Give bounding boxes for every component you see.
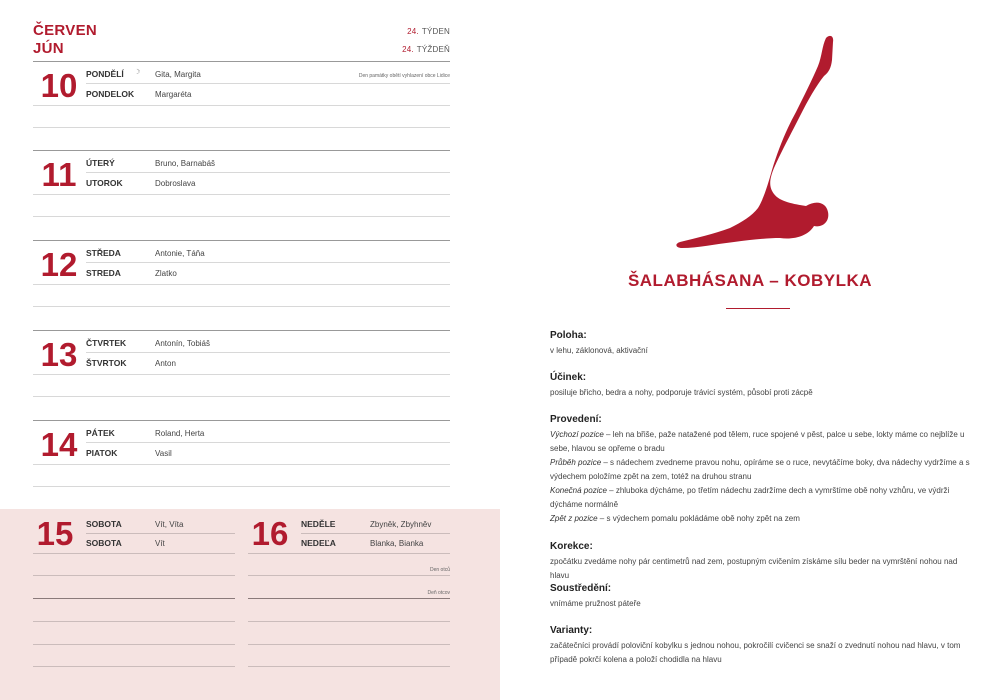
weekend-panel	[0, 509, 500, 700]
day-divider	[33, 330, 450, 331]
nameday-sk: Margaréta	[155, 90, 192, 99]
week-label: TÝDEN	[421, 27, 450, 36]
note-line[interactable]	[33, 194, 450, 195]
section-heading: Provedení:	[550, 414, 602, 425]
section-heading: Varianty:	[550, 625, 593, 636]
week-number-cz	[407, 27, 450, 36]
day-note: Deň otcov	[427, 590, 450, 596]
note-line[interactable]	[33, 306, 450, 307]
day-divider	[33, 61, 450, 62]
step-label: Zpět z pozice	[550, 514, 598, 523]
section-heading: Korekce:	[550, 541, 593, 552]
week-num: 24.	[402, 45, 414, 54]
section-heading: Soustředění:	[550, 583, 612, 594]
nameday-sk: Blanka, Bianka	[370, 539, 424, 548]
day-number: 16	[251, 515, 289, 552]
nameday-sk: Zlatko	[155, 269, 177, 278]
day-name-cz: NEDĚLE	[301, 519, 336, 529]
month-title-sk: JÚN	[33, 40, 64, 57]
note-line[interactable]	[33, 396, 450, 397]
note-line[interactable]	[33, 127, 450, 128]
step-label: Výchozí pozice	[550, 430, 604, 439]
step-text: – s výdechem pomalu pokládáme obě nohy zpět na zem	[597, 514, 800, 523]
day-note: Den otců	[429, 567, 450, 573]
section-soustredeni	[550, 583, 970, 611]
note-line[interactable]	[248, 621, 450, 622]
step-paragraph	[550, 512, 970, 526]
day-number: 15	[36, 515, 74, 552]
step-text: – s nádechem zvedneme pravou nohu, opíráme se o ruce, nevytáčíme boky, dva nádechy vydržíme a s výdechem položíme zpět na zem, totéž na druhou stranu	[550, 458, 970, 481]
day-name-cz: PONDĚLÍ	[86, 69, 124, 79]
moon-phase-icon: ☽	[134, 69, 141, 76]
day-number: 11	[41, 156, 77, 193]
nameday-cz: Antonín, Tobiáš	[155, 339, 211, 348]
nameday-sk: Vít	[155, 539, 165, 548]
note-line[interactable]	[248, 575, 450, 576]
step-label: Průběh pozice	[550, 458, 602, 467]
nameday-cz: Zbyněk, Zbyhněv	[370, 520, 432, 529]
note-line[interactable]	[33, 284, 450, 285]
note-line[interactable]	[33, 666, 235, 667]
day-name-sk: PIATOK	[86, 448, 118, 458]
note-line[interactable]	[33, 486, 450, 487]
section-heading: Účinek:	[550, 372, 587, 383]
nameday-cz: Antonie, Táňa	[155, 249, 205, 258]
day-number: 10	[40, 67, 78, 104]
note-line[interactable]	[33, 216, 450, 217]
day-block-10	[33, 61, 450, 151]
note-line[interactable]	[248, 644, 450, 645]
day-name-sk: NEDEĽA	[301, 538, 336, 548]
day-block-12	[33, 240, 450, 330]
day-note: Den památky obětí vyhlazení obce Lidice	[358, 73, 450, 79]
day-block-16	[248, 509, 450, 700]
day-name-sk: SOBOTA	[86, 538, 122, 548]
day-number: 12	[40, 246, 78, 283]
step-paragraph	[550, 484, 970, 512]
nameday-sk: Dobroslava	[155, 179, 196, 188]
nameday-cz: Gita, Margita	[155, 70, 201, 79]
pose-title: ŠALABHÁSANA – KOBYLKA	[627, 271, 873, 290]
row-line	[86, 442, 450, 443]
nameday-cz: Roland, Herta	[155, 429, 205, 438]
row-line	[86, 83, 450, 84]
note-line[interactable]	[33, 553, 235, 554]
day-name-cz: PÁTEK	[86, 428, 115, 438]
note-line[interactable]	[33, 105, 450, 106]
section-korekce	[550, 541, 970, 583]
row-line	[86, 533, 235, 534]
day-name-cz: ČTVRTEK	[86, 338, 127, 348]
section-poloha	[550, 330, 970, 358]
nameday-cz: Bruno, Barnabáš	[155, 159, 216, 168]
note-line[interactable]	[33, 598, 235, 599]
row-line	[86, 352, 450, 353]
section-text: začátečníci provádí poloviční kobylku s jednou nohou, pokročilí cvičenci se snaží o zvednutí nohou nad hlavu, v tom případě pokrčí kolena a položí chodidla na hlavu	[550, 641, 961, 664]
day-name-sk: STREDA	[86, 268, 121, 278]
section-varianty	[550, 625, 970, 667]
row-line	[86, 172, 450, 173]
note-line[interactable]	[248, 553, 450, 554]
note-line[interactable]	[33, 464, 450, 465]
day-block-11	[33, 150, 450, 240]
day-divider	[33, 150, 450, 151]
section-ucinek	[550, 372, 970, 400]
day-name-sk: PONDELOK	[86, 89, 135, 99]
section-text: v lehu, záklonová, aktivační	[550, 346, 648, 355]
day-block-13	[33, 330, 450, 420]
step-paragraph	[550, 428, 970, 456]
yoga-pose-figure-icon	[670, 30, 840, 255]
section-heading: Poloha:	[550, 330, 587, 341]
day-number: 13	[40, 336, 78, 373]
step-paragraph	[550, 456, 970, 484]
right-page	[500, 0, 1000, 700]
step-label: Konečná pozice	[550, 486, 607, 495]
row-line	[301, 533, 450, 534]
day-name-sk: ŠTVRTOK	[86, 358, 127, 368]
day-name-cz: ÚTERÝ	[86, 158, 115, 168]
week-number-sk	[402, 45, 450, 54]
nameday-sk: Anton	[155, 359, 176, 368]
day-name-sk: UTOROK	[86, 178, 123, 188]
note-line[interactable]	[248, 666, 450, 667]
note-line[interactable]	[248, 598, 450, 599]
month-title-cz: ČERVEN	[33, 22, 98, 39]
row-line	[86, 262, 450, 263]
title-divider	[726, 308, 790, 309]
day-divider	[33, 420, 450, 421]
nameday-cz: Vít, Víta	[155, 520, 184, 529]
section-provedeni	[550, 414, 970, 526]
day-block-14	[33, 420, 450, 510]
step-text: – zhluboka dýcháme, po třetím nádechu zadržíme dech a vymrštíme obě nohy vzhůru, ve výdrži dýcháme normálně	[550, 486, 950, 509]
day-number: 14	[40, 426, 78, 463]
day-name-cz: STŘEDA	[86, 248, 121, 258]
week-num: 24.	[407, 27, 419, 36]
day-block-15	[33, 509, 235, 700]
step-text: – leh na břiše, paže natažené pod tělem, ruce spojené v pěst, palce u sebe, lokty máme co nejblíže u sebe, hlavou se opřeme o bradu	[550, 430, 965, 453]
note-line[interactable]	[33, 621, 235, 622]
day-name-cz: SOBOTA	[86, 519, 122, 529]
note-line[interactable]	[33, 575, 235, 576]
week-label: TÝŽDEŇ	[416, 45, 450, 54]
section-text: posiluje břicho, bedra a nohy, podporuje trávicí systém, působí proti zácpě	[550, 388, 813, 397]
nameday-sk: Vasil	[155, 449, 172, 458]
section-text: vnímáme pružnost páteře	[550, 599, 641, 608]
day-divider	[33, 240, 450, 241]
note-line[interactable]	[33, 644, 235, 645]
note-line[interactable]	[33, 374, 450, 375]
section-text: zpočátku zvedáme nohy pár centimetrů nad zem, postupným cvičením získáme sílu beder na vymrštění nohou nad hlavu	[550, 557, 958, 580]
